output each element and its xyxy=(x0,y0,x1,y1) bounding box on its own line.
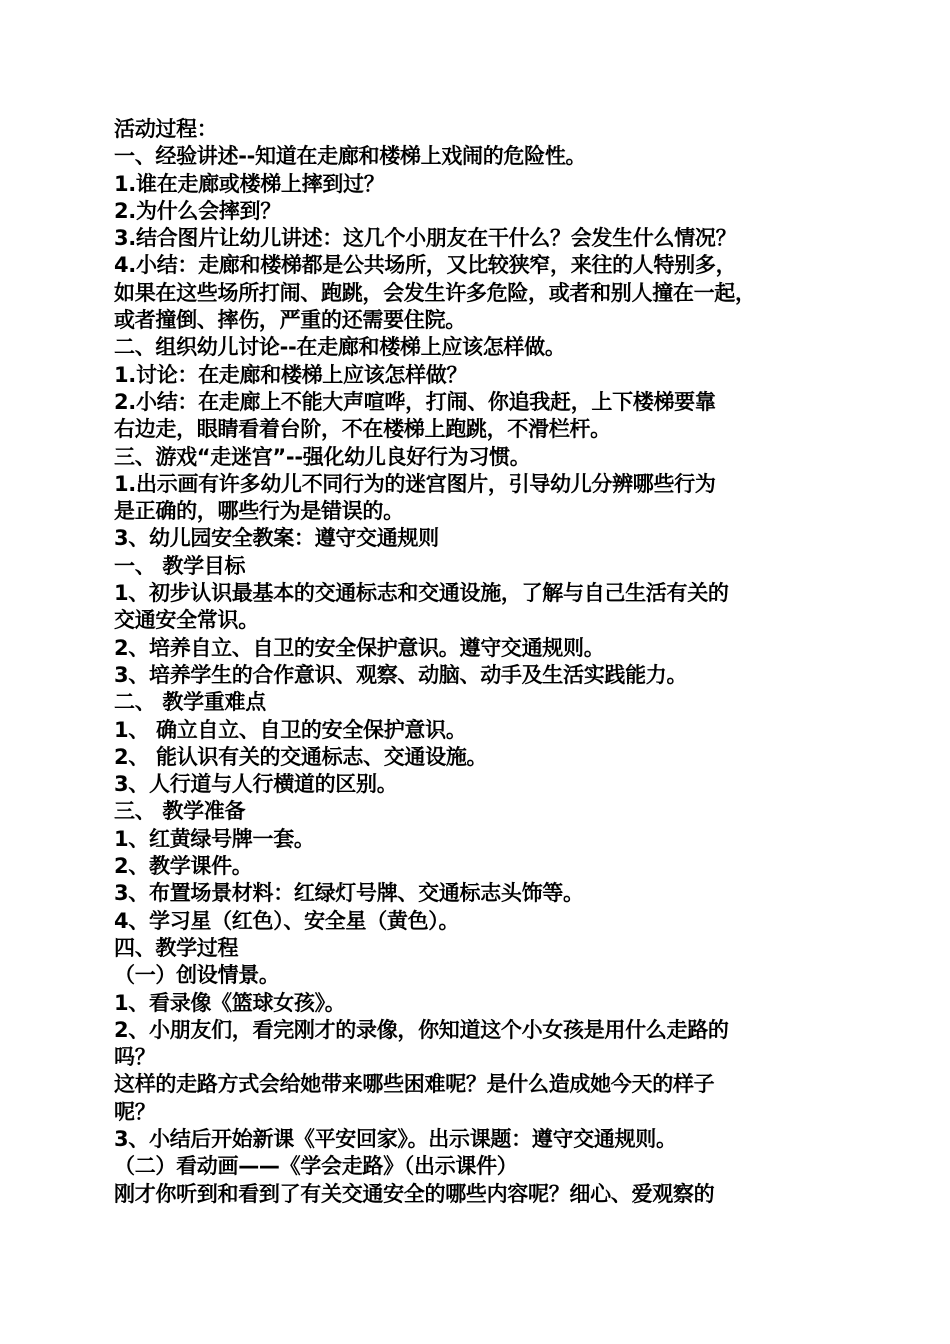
subsection-heading: （二）看动画——《学会走路》（出示课件） xyxy=(114,1154,518,1179)
text-line: 1、红黄绿号牌一套。 xyxy=(114,826,315,851)
lesson-title: 3、幼儿园安全教案：遵守交通规则 xyxy=(114,526,439,551)
section-heading: 四、教学过程 xyxy=(114,935,239,960)
text-line: 3、培养学生的合作意识、观察、动脑、动手及生活实践能力。 xyxy=(114,662,688,687)
section-heading: 一、 教学目标 xyxy=(114,553,246,578)
text-line: 右边走，眼睛看着台阶，不在楼梯上跑跳，不滑栏杆。 xyxy=(114,417,611,442)
text-line: 这样的走路方式会给她带来哪些困难呢？是什么造成她今天的样子 xyxy=(114,1072,715,1097)
text-line: 1.谁在走廊或楼梯上摔到过？ xyxy=(114,171,385,196)
text-line: 3、小结后开始新课《平安回家》。出示课题：遵守交通规则。 xyxy=(114,1126,677,1151)
section-heading: 三、 教学准备 xyxy=(114,799,246,824)
text-line: 吗？ xyxy=(114,1045,156,1070)
text-line: 交通安全常识。 xyxy=(114,608,259,633)
document-body xyxy=(114,116,854,1208)
text-line: 3、布置场景材料：红绿灯号牌、交通标志头饰等。 xyxy=(114,881,584,906)
text-line: 3.结合图片让幼儿讲述：这几个小朋友在干什么？会发生什么情况？ xyxy=(114,226,737,251)
text-line: 如果在这些场所打闹、跑跳，会发生许多危险，或者和别人撞在一起， xyxy=(114,280,756,305)
text-line: 1、 确立自立、自卫的安全保护意识。 xyxy=(114,717,467,742)
text-line: 刚才你听到和看到了有关交通安全的哪些内容呢？细心、爱观察的 xyxy=(114,1181,715,1206)
text-line: 2、小朋友们，看完刚才的录像，你知道这个小女孩是用什么走路的 xyxy=(114,1017,729,1042)
text-line: 2、 能认识有关的交通标志、交通设施。 xyxy=(114,744,488,769)
text-line: 2、培养自立、自卫的安全保护意识。遵守交通规则。 xyxy=(114,635,605,660)
text-line: 2、教学课件。 xyxy=(114,854,253,879)
text-line: 活动过程： xyxy=(114,117,218,141)
text-line: 3、人行道与人行横道的区别。 xyxy=(114,772,398,797)
text-line: 是正确的，哪些行为是错误的。 xyxy=(114,499,404,524)
text-line: 1.出示画有许多幼儿不同行为的迷宫图片，引导幼儿分辨哪些行为 xyxy=(114,471,716,496)
text-line: 或者撞倒、摔伤，严重的还需要住院。 xyxy=(114,308,466,333)
text-line: 2.小结：在走廊上不能大声喧哗，打闹、你追我赶，上下楼梯要靠 xyxy=(114,389,716,414)
text-line: 1.讨论：在走廊和楼梯上应该怎样做？ xyxy=(114,362,468,387)
text-line: 1、初步认识最基本的交通标志和交通设施，了解与自己生活有关的 xyxy=(114,581,729,606)
text-line: 2.为什么会摔到？ xyxy=(114,198,281,223)
section-heading: 三、游戏“走迷宫”--强化幼儿良好行为习惯。 xyxy=(114,444,531,469)
text-line: 呢？ xyxy=(114,1099,156,1124)
text-line: 4、学习星（红色）、安全星（黄色）。 xyxy=(114,908,460,933)
section-heading: 一、经验讲述--知道在走廊和楼梯上戏闹的危险性。 xyxy=(114,144,587,169)
text-line: 1、看录像《篮球女孩》。 xyxy=(114,990,346,1015)
section-heading: 二、组织幼儿讨论--在走廊和楼梯上应该怎样做。 xyxy=(114,335,566,360)
subsection-heading: （一）创设情景。 xyxy=(114,963,280,988)
text-line: 4.小结：走廊和楼梯都是公共场所，又比较狭窄，来往的人特别多， xyxy=(114,253,737,278)
section-heading: 二、 教学重难点 xyxy=(114,690,266,715)
